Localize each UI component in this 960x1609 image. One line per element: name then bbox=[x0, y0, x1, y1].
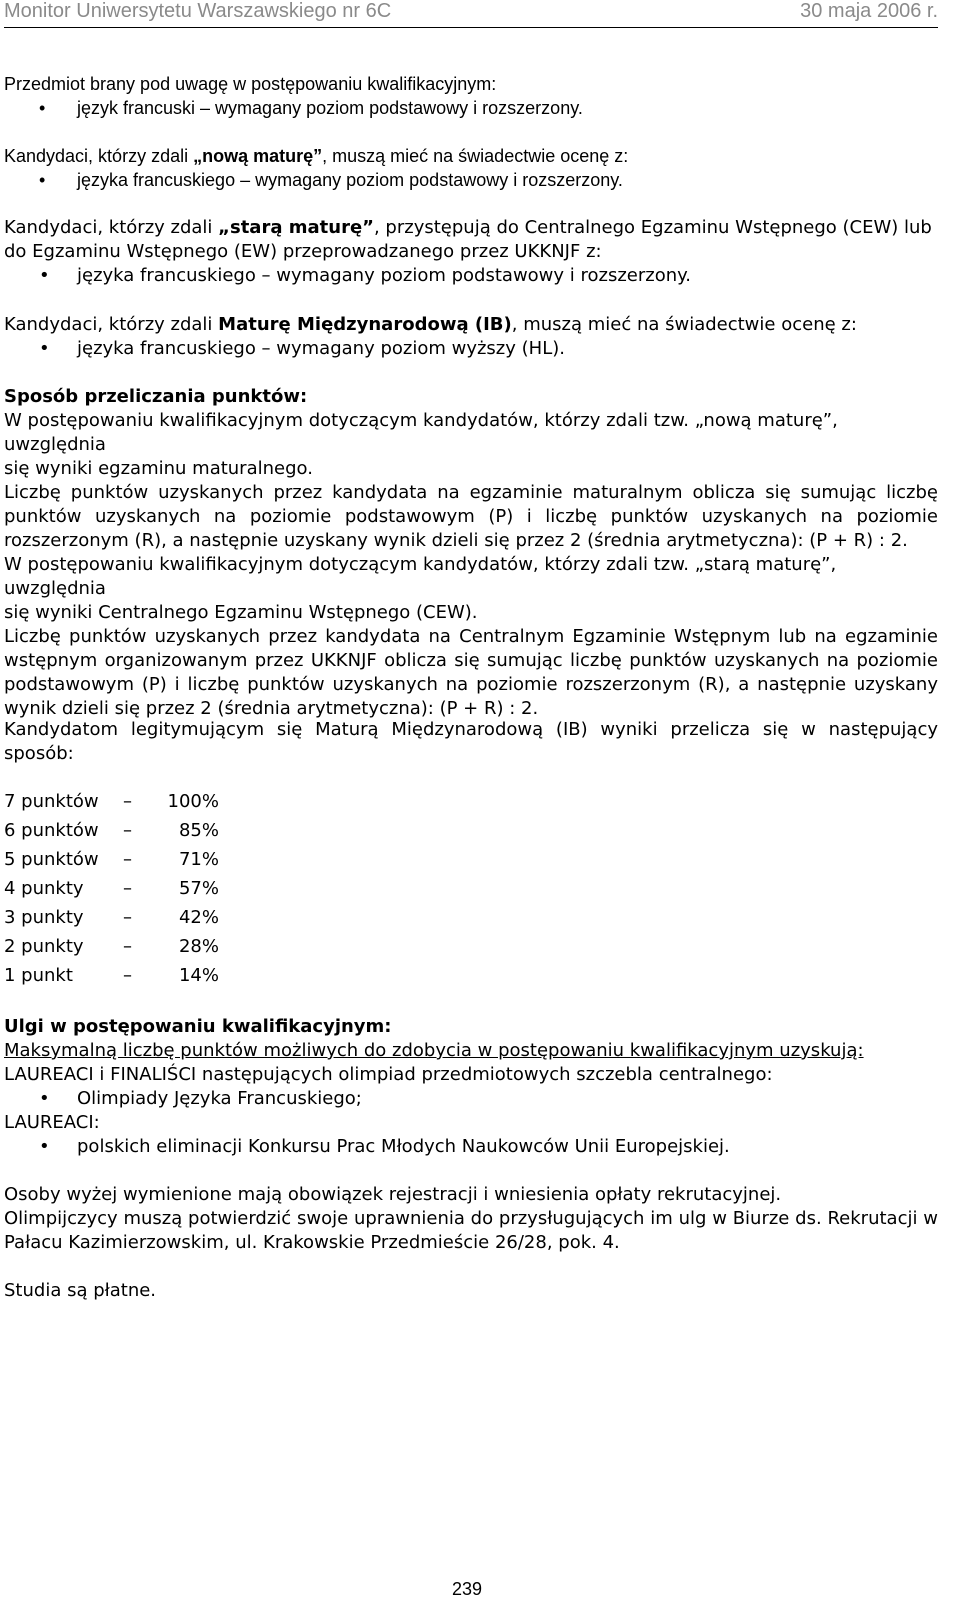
old-matura-pre: Kandydaci, którzy zdali bbox=[4, 217, 219, 238]
bullet-icon: • bbox=[39, 265, 50, 286]
ib-pre: Kandydaci, którzy zdali bbox=[4, 314, 219, 335]
relief-laureates: LAUREACI: bbox=[4, 1112, 100, 1133]
new-matura-bullet-text: języka francuskiego – wymagany poziom podstawowy i rozszerzony. bbox=[77, 170, 623, 190]
scale-dash: – bbox=[123, 820, 132, 841]
closing-line-1: Osoby wyżej wymienione mają obowiązek rejestracji i wniesienia opłaty rekrutacyjnej. bbox=[4, 1184, 782, 1205]
conversion-p5: Kandydatom legitymującym się Maturą Międzynarodową (IB) wyniki przelicza się w następujący sposób: bbox=[4, 719, 938, 764]
header-date: 30 maja 2006 r. bbox=[800, 0, 938, 22]
scale-label: 5 punktów bbox=[4, 849, 99, 870]
scale-dash: – bbox=[123, 965, 132, 986]
scale-dash: – bbox=[123, 849, 132, 870]
scale-row bbox=[4, 819, 219, 848]
scale-percent: 71% bbox=[178, 849, 219, 870]
old-matura-bullet bbox=[4, 264, 938, 288]
scale-label: 3 punkty bbox=[4, 907, 84, 928]
bullet-icon: • bbox=[39, 170, 46, 190]
old-matura-bold: „starą maturę” bbox=[218, 217, 374, 238]
relief-bullet-2 bbox=[4, 1135, 938, 1159]
conversion-p2: Liczbę punktów uzyskanych przez kandydata na egzaminie maturalnym oblicza się sumując liczbę punktów uzyskanych na poziomie podstawowym (P) i liczbę punktów uzyskanych na poziomie rozszerzonym (R), a następnie uzyskany wynik dzieli się przez 2 (średnia arytmetyczna): (P + R) : 2. bbox=[4, 482, 938, 551]
scale-row bbox=[4, 848, 219, 877]
conversion-p1-line2: się wyniki egzaminu maturalnego. bbox=[4, 458, 313, 479]
scale-label: 1 punkt bbox=[4, 965, 73, 986]
conversion-p1-line1: W postępowaniu kwalifikacyjnym dotyczącym kandydatów, którzy zdali tzw. „nową maturę”, uwzględnia bbox=[4, 410, 838, 455]
bullet-icon: • bbox=[39, 1136, 50, 1157]
scale-label: 4 punkty bbox=[4, 878, 84, 899]
scale-percent: 57% bbox=[178, 878, 219, 899]
page-header bbox=[4, 0, 938, 28]
page-number: 239 bbox=[451, 1579, 483, 1599]
old-matura-post: , przystępują do Centralnego Egzaminu Wstępnego (CEW) lub bbox=[373, 217, 932, 238]
relief-bullet-1 bbox=[4, 1087, 938, 1111]
scale-percent: 42% bbox=[178, 907, 219, 928]
relief-heading: Ulgi w postępowaniu kwalifikacyjnym: bbox=[4, 1016, 392, 1037]
new-matura-pre: Kandydaci, którzy zdali bbox=[4, 146, 194, 166]
scale-row bbox=[4, 935, 219, 964]
relief-bullet-1-text: Olimpiady Języka Francuskiego; bbox=[77, 1088, 362, 1109]
new-matura-bold: „nową maturę” bbox=[193, 146, 323, 166]
new-matura-bullet bbox=[4, 168, 938, 192]
ib-post: , muszą mieć na świadectwie ocenę z: bbox=[511, 314, 857, 335]
closing-section bbox=[4, 1183, 938, 1255]
scale-row bbox=[4, 790, 219, 819]
scale-dash: – bbox=[123, 936, 132, 957]
paid-note: Studia są płatne. bbox=[4, 1280, 157, 1301]
ib-bullet bbox=[4, 337, 938, 361]
relief-bullet-2-text: polskich eliminacji Konkursu Prac Młodych Naukowców Unii Europejskiej. bbox=[77, 1136, 730, 1157]
subject-bullet-text: język francuski – wymagany poziom podstawowy i rozszerzony. bbox=[77, 98, 583, 118]
scale-row bbox=[4, 906, 219, 935]
conversion-section-2 bbox=[4, 553, 938, 721]
ib-section bbox=[4, 313, 938, 361]
bullet-icon: • bbox=[39, 98, 46, 118]
ib-bold: Maturę Międzynarodową (IB) bbox=[218, 314, 512, 335]
scale-label: 6 punktów bbox=[4, 820, 99, 841]
subject-intro: Przedmiot brany pod uwagę w postępowaniu kwalifikacyjnym: bbox=[4, 74, 497, 94]
new-matura-section bbox=[4, 144, 938, 192]
old-matura-line2: do Egzaminu Wstępnego (EW) przeprowadzanego przez UKKNJF z: bbox=[4, 241, 602, 262]
bullet-icon: • bbox=[39, 338, 50, 359]
conversion-p3-line2: się wyniki Centralnego Egzaminu Wstępnego (CEW). bbox=[4, 602, 478, 623]
new-matura-post: , muszą mieć na świadectwie ocenę z: bbox=[322, 146, 629, 166]
old-matura-line1 bbox=[4, 216, 938, 240]
scale-percent: 28% bbox=[178, 936, 219, 957]
relief-section bbox=[4, 1015, 938, 1159]
subject-bullet bbox=[4, 96, 938, 120]
scale-row bbox=[4, 877, 219, 906]
bullet-icon: • bbox=[39, 1088, 50, 1109]
closing-line-2: Olimpijczycy muszą potwierdzić swoje uprawnienia do przysługujących im ulg w Biurze ds. Rekrutacji w Pałacu Kazimierzowskim, ul. Krakowskie Przedmieście 26/28, pok. 4. bbox=[4, 1208, 938, 1253]
scale-dash: – bbox=[123, 878, 132, 899]
old-matura-section bbox=[4, 216, 938, 288]
conversion-heading: Sposób przeliczania punktów: bbox=[4, 386, 308, 407]
ib-intro bbox=[4, 313, 938, 337]
scale-dash: – bbox=[123, 791, 132, 812]
scale-percent: 14% bbox=[178, 965, 219, 986]
scale-row bbox=[4, 964, 219, 993]
new-matura-intro bbox=[4, 144, 938, 168]
scale-dash: – bbox=[123, 907, 132, 928]
ib-bullet-text: języka francuskiego – wymagany poziom wyższy (HL). bbox=[77, 338, 565, 359]
scale-percent: 85% bbox=[178, 820, 219, 841]
subject-section bbox=[4, 72, 938, 120]
conversion-section bbox=[4, 385, 938, 553]
ib-scale bbox=[4, 790, 219, 993]
scale-percent: 100% bbox=[167, 791, 219, 812]
header-title: Monitor Uniwersytetu Warszawskiego nr 6C bbox=[4, 0, 392, 22]
old-matura-bullet-text: języka francuskiego – wymagany poziom podstawowy i rozszerzony. bbox=[77, 265, 691, 286]
relief-laureates-finalists: LAUREACI i FINALIŚCI następujących olimpiad przedmiotowych szczebla centralnego: bbox=[4, 1064, 773, 1085]
relief-max-line: Maksymalną liczbę punktów możliwych do zdobycia w postępowaniu kwalifikacyjnym uzyskują: bbox=[4, 1040, 864, 1061]
scale-label: 7 punktów bbox=[4, 791, 99, 812]
conversion-p3-line1: W postępowaniu kwalifikacyjnym dotyczącym kandydatów, którzy zdali tzw. „starą maturę”, uwzględnia bbox=[4, 554, 837, 599]
conversion-p4: Liczbę punktów uzyskanych przez kandydata na Centralnym Egzaminie Wstępnym lub na egzaminie wstępnym organizowanym przez UKKNJF oblicza się sumując liczbę punktów uzyskanych na poziomie podstawowym (P) i liczbę punktów uzyskanych na poziomie rozszerzonym (R), a następnie uzyskany wynik dzieli się przez 2 (średnia arytmetyczna): (P + R) : 2. bbox=[4, 626, 938, 719]
scale-label: 2 punkty bbox=[4, 936, 84, 957]
